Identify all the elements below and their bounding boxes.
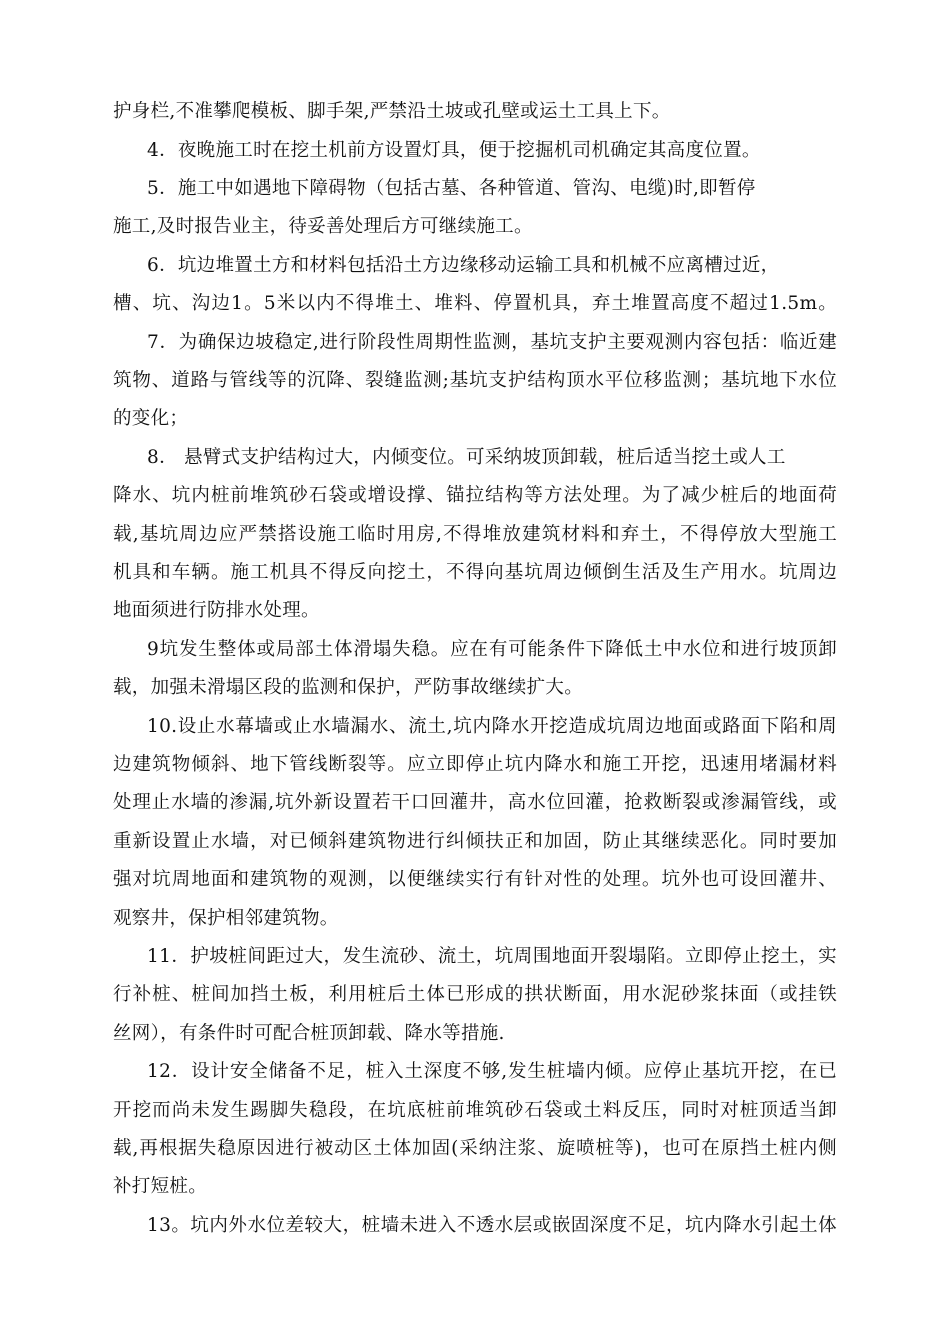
text-line: 载,再根据失稳原因进行被动区土体加固(采纳注浆、旋喷桩等)，也可在原挡土桩内侧 [113, 1138, 837, 1159]
text-line: 护身栏,不准攀爬模板、脚手架,严禁沿土坡或孔壁或运土工具上下。 [113, 101, 671, 122]
text-line: 行补桩、桩间加挡土板，利用桩后土体已形成的拱状断面，用水泥砂浆抹面（或挂铁 [113, 984, 837, 1005]
text-line: 9坑发生整体或局部土体滑塌失稳。应在有可能条件下降低土中水位和进行坡顶卸 [147, 639, 837, 660]
text-line: 载，加强未滑塌区段的监测和保护，严防事故继续扩大。 [113, 677, 584, 698]
text-line: 边建筑物倾斜、地下管线断裂等。应立即停止坑内降水和施工开挖，迅速用堵漏材料 [113, 754, 837, 775]
text-line: 观察井，保护相邻建筑物。 [113, 908, 339, 929]
text-line: 6．坑边堆置土方和材料包括沿土方边缘移动运输工具和机械不应离槽过近， [147, 255, 780, 276]
text-line: 11．护坡桩间距过大，发生流砂、流土，坑周围地面开裂塌陷。立即停止挖土，实 [147, 946, 837, 967]
text-line: 处理止水墙的渗漏,坑外新设置若干口回灌井，高水位回灌，抢救断裂或渗漏管线，或 [113, 792, 837, 813]
text-line: 开挖而尚未发生踢脚失稳段，在坑底桩前堆筑砂石袋或土料反压，同时对桩顶适当卸 [113, 1100, 837, 1121]
text-line: 8． 悬臂式支护结构过大，内倾变位。可采纳坡顶卸载，桩后适当挖土或人工 [147, 447, 786, 468]
text-line: 地面须进行防排水处理。 [113, 600, 320, 621]
text-line: 12．设计安全储备不足，桩入土深度不够,发生桩墙内倾。应停止基坑开挖，在已 [147, 1061, 837, 1082]
text-line: 降水、坑内桩前堆筑砂石袋或增设撑、锚拉结构等方法处理。为了减少桩后的地面荷 [113, 485, 837, 506]
text-line: 施工,及时报告业主，待妥善处理后方可继续施工。 [113, 216, 533, 237]
text-line: 槽、坑、沟边1。5米以内不得堆土、堆料、停置机具，弃土堆置高度不超过1.5m。 [113, 293, 837, 314]
text-line: 13。坑内外水位差较大，桩墙未进入不透水层或嵌固深度不足，坑内降水引起土体 [147, 1215, 837, 1236]
text-line: 丝网），有条件时可配合桩顶卸载、降水等措施. [113, 1023, 505, 1044]
text-line: 载,基坑周边应严禁搭设施工临时用房,不得堆放建筑材料和弃土，不得停放大型施工 [113, 524, 837, 545]
text-line: 强对坑周地面和建筑物的观测，以便继续实行有针对性的处理。坑外也可设回灌井、 [113, 869, 837, 890]
text-line: 10.设止水幕墙或止水墙漏水、流土,坑内降水开挖造成坑周边地面或路面下陷和周 [147, 716, 837, 737]
text-line: 4．夜晚施工时在挖土机前方设置灯具，便于挖掘机司机确定其高度位置。 [147, 140, 761, 161]
text-line: 筑物、道路与管线等的沉降、裂缝监测;基坑支护结构顶水平位移监测；基坑地下水位 [113, 370, 837, 391]
text-line: 5．施工中如遇地下障碍物（包括古墓、各种管道、管沟、电缆)时,即暂停 [147, 178, 756, 199]
text-line: 补打短桩。 [113, 1176, 208, 1197]
text-line: 重新设置止水墙，对已倾斜建筑物进行纠倾扶正和加固，防止其继续恶化。同时要加 [113, 831, 837, 852]
text-line: 7．为确保边坡稳定,进行阶段性周期性监测，基坑支护主要观测内容包括：临近建 [147, 332, 837, 353]
text-line: 的变化； [113, 408, 189, 429]
text-line: 机具和车辆。施工机具不得反向挖土，不得向基坑周边倾倒生活及生产用水。坑周边 [113, 562, 837, 583]
